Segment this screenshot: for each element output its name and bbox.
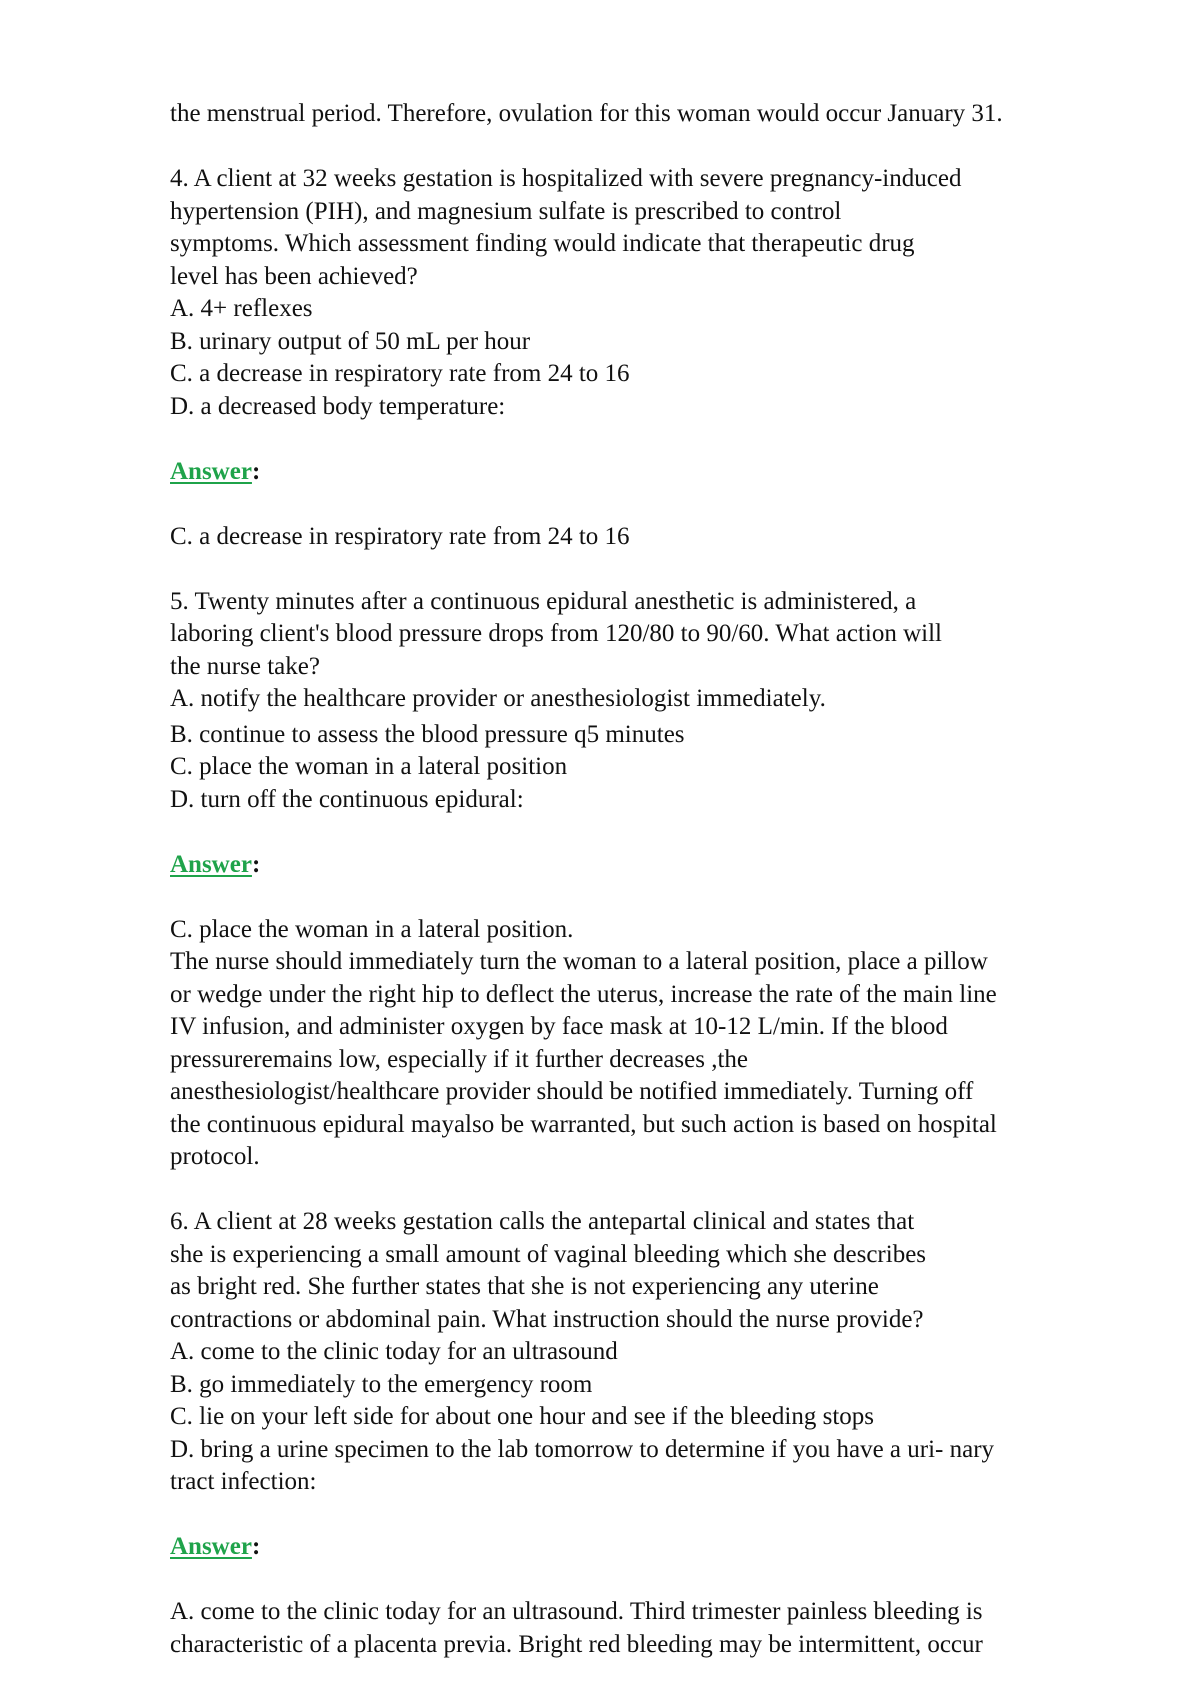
question-stem-line: hypertension (PIH), and magnesium sulfate is prescribed to control (170, 197, 842, 225)
question-6 (170, 1206, 1110, 1661)
question-stem-line: laboring client's blood pressure drops from 120/80 to 90/60. What action will (170, 620, 942, 647)
intro-line: the menstrual period. Therefore, ovulation for this woman would occur January 31. (170, 100, 1003, 127)
question-stem-line: 6. A client at 28 weeks gestation calls the antepartal clinical and states that (170, 1208, 915, 1235)
question-stem-line: 4. A client at 32 weeks gestation is hospitalized with severe pregnancy-induced (170, 165, 962, 192)
option-c: C. a decrease in respiratory rate from 24 to 16 (170, 360, 630, 387)
question-stem-line: symptoms. Which assessment finding would indicate that therapeutic drug (170, 230, 915, 257)
question-5 (170, 586, 1110, 1174)
answer-text-line: protocol. (170, 1143, 260, 1170)
answer-text-line: the continuous epidural mayalso be warranted, but such action is based on hospital (170, 1110, 997, 1138)
question-stem-line: 5. Twenty minutes after a continuous epidural anesthetic is administered, a (170, 587, 917, 615)
spacer (170, 1499, 1110, 1532)
option-a: A. come to the clinic today for an ultrasound (170, 1338, 618, 1365)
answer-heading (170, 849, 1110, 882)
option-d: D. turn off the continuous epidural: (170, 785, 524, 813)
answer-text-line: or wedge under the right hip to deflect the uterus, increase the rate of the main line (170, 980, 997, 1008)
answer-text-line: pressureremains low, especially if it further decreases ,the (170, 1045, 749, 1073)
option-c: C. lie on your left side for about one hour and see if the bleeding stops (170, 1403, 875, 1430)
answer-text-line: IV infusion, and administer oxygen by face mask at 10-12 L/min. If the blood (170, 1013, 948, 1040)
question-stem-line: she is experiencing a small amount of vaginal bleeding which she describes (170, 1240, 927, 1268)
answer-text-line: anesthesiologist/healthcare provider should be notified immediately. Turning off (170, 1078, 974, 1105)
option-b: B. go immediately to the emergency room (170, 1370, 593, 1398)
spacer (170, 816, 1110, 849)
question-stem-line: the nurse take? (170, 652, 320, 680)
option-a: A. 4+ reflexes (170, 295, 313, 322)
spacer (170, 131, 1110, 164)
answer-label-link[interactable]: Answer (170, 457, 252, 485)
spacer (170, 488, 1110, 521)
answer-label-link[interactable]: Answer (170, 1533, 252, 1560)
answer-colon: : (251, 457, 261, 485)
question-stem-line: contractions or abdominal pain. What instruction should the nurse provide? (170, 1305, 924, 1333)
spacer (170, 1564, 1110, 1597)
answer-text-line: A. come to the clinic today for an ultrasound. Third trimester painless bleeding is (170, 1598, 983, 1625)
spacer (170, 1174, 1110, 1207)
answer-label-link[interactable]: Answer (170, 850, 252, 878)
spacer (170, 553, 1110, 586)
answer-text-line: C. a decrease in respiratory rate from 24 to 16 (170, 522, 630, 550)
document-page (170, 98, 1110, 1661)
answer-colon: : (251, 850, 261, 878)
answer-text-line: C. place the woman in a lateral position. (170, 915, 574, 943)
answer-colon: : (251, 1533, 261, 1560)
question-stem-line: level has been achieved? (170, 262, 418, 290)
spacer (170, 881, 1110, 914)
answer-heading (170, 456, 1110, 489)
answer-text-line: The nurse should immediately turn the woman to a lateral position, place a pillow (170, 948, 988, 975)
option-d: D. bring a urine specimen to the lab tomorrow to determine if you have a uri- nary (170, 1435, 995, 1463)
option-d-continued: tract infection: (170, 1468, 317, 1495)
option-c: C. place the woman in a lateral position (170, 753, 568, 780)
answer-text-line: characteristic of a placenta previa. Bright red bleeding may be intermittent, occur (170, 1630, 983, 1658)
option-a: A. notify the healthcare provider or anesthesiologist immediately. (170, 685, 826, 712)
option-b: B. urinary output of 50 mL per hour (170, 327, 531, 355)
question-stem-line: as bright red. She further states that she is not experiencing any uterine (170, 1273, 879, 1300)
option-b: B. continue to assess the blood pressure q5 minutes (170, 720, 685, 748)
option-d: D. a decreased body temperature: (170, 392, 506, 420)
question-4 (170, 163, 1110, 553)
spacer (170, 423, 1110, 456)
answer-heading (170, 1531, 1110, 1564)
